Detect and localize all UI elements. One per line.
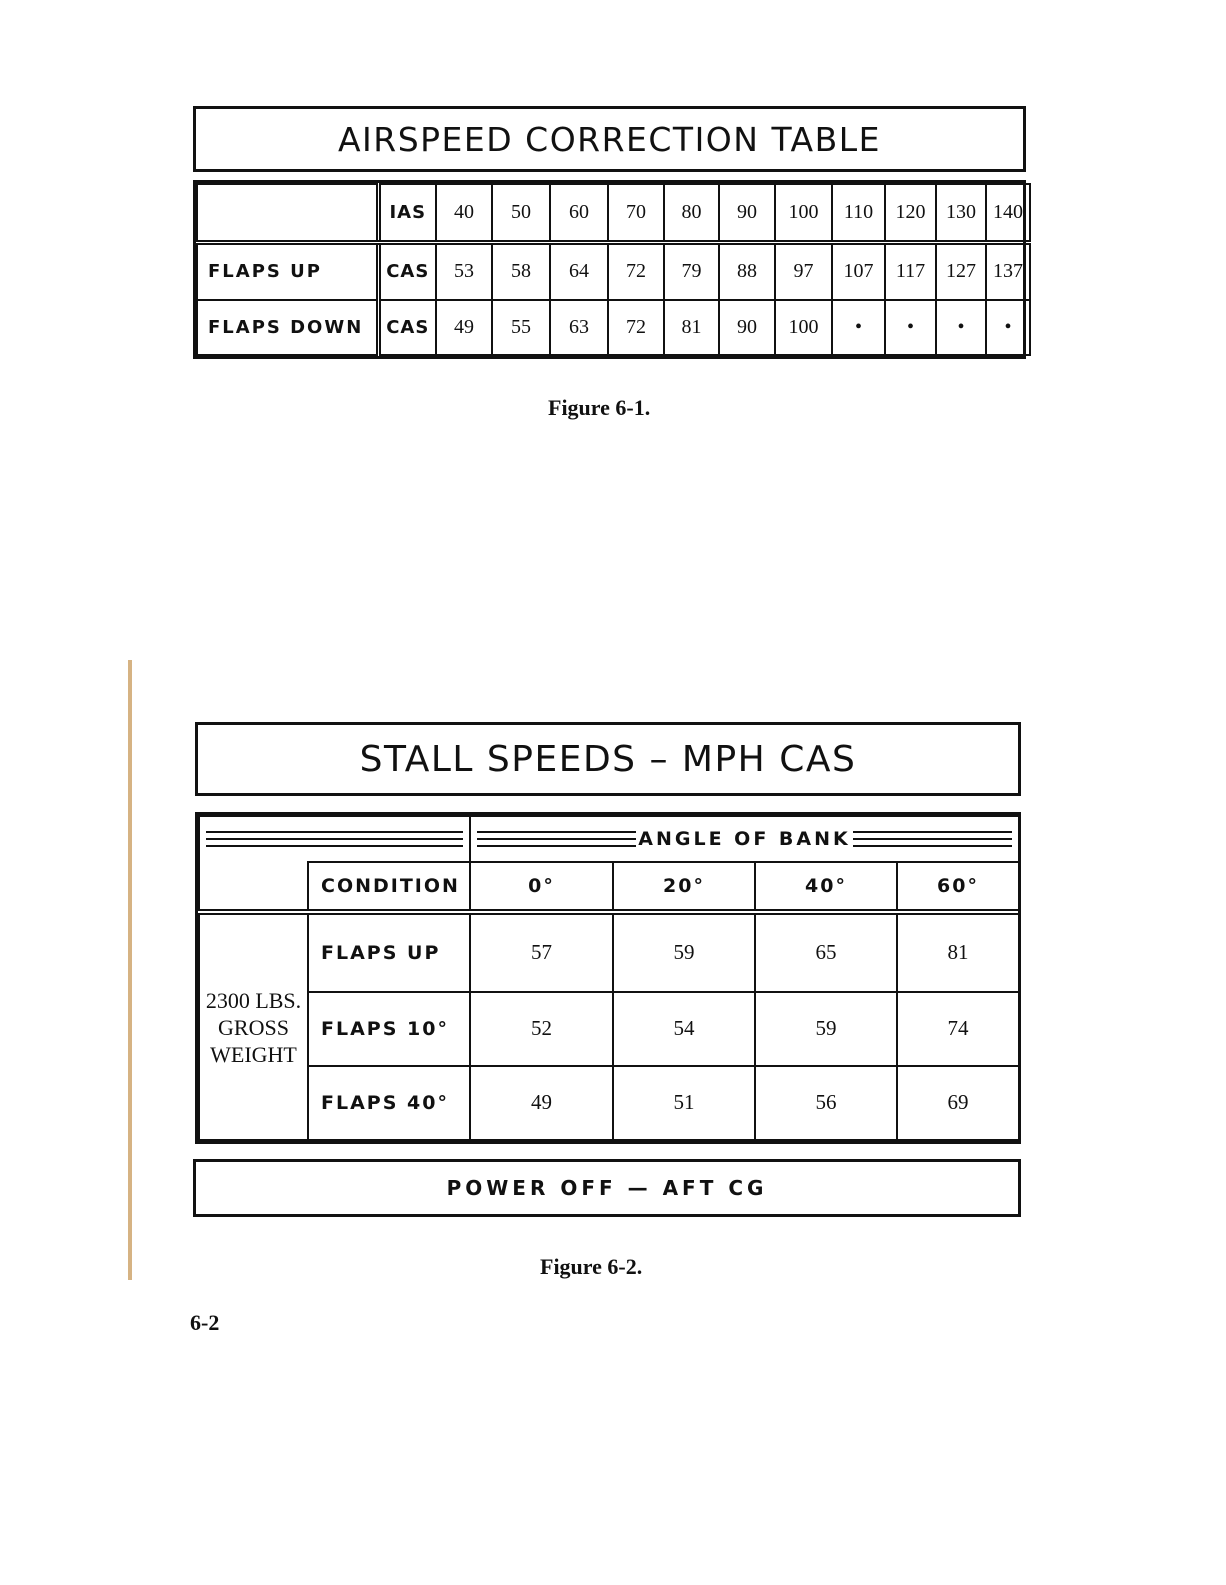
- row-label: FLAPS DOWN: [197, 300, 378, 355]
- cas-value: •: [885, 300, 936, 355]
- cas-value: 64: [550, 242, 608, 300]
- figure-caption: Figure 6-1.: [548, 395, 651, 420]
- cas-value: 88: [719, 242, 775, 300]
- cas-value: 97: [775, 242, 832, 300]
- ias-value: 70: [608, 184, 664, 242]
- stall-speeds-title: STALL SPEEDS – MPH CAS: [195, 722, 1021, 796]
- cas-value: 72: [608, 300, 664, 355]
- row-label: FLAPS UP: [197, 242, 378, 300]
- airspeed-header-row: [197, 184, 1030, 242]
- condition-label: FLAPS UP: [308, 912, 470, 992]
- decorative-rules: [477, 831, 636, 847]
- cas-value: 107: [832, 242, 885, 300]
- angle-of-bank-label: ANGLE OF BANK: [638, 828, 851, 850]
- cas-value: 72: [608, 242, 664, 300]
- airspeed-row-flaps-up: [197, 242, 1030, 300]
- angle-header: 20°: [613, 862, 755, 912]
- ias-value: 60: [550, 184, 608, 242]
- angle-of-bank-cell: [470, 816, 1019, 862]
- airspeed-row-flaps-down: [197, 300, 1030, 355]
- cas-value: 90: [719, 300, 775, 355]
- cas-label: CAS: [378, 242, 436, 300]
- ias-value: 50: [492, 184, 550, 242]
- stall-speed-value: 56: [755, 1066, 897, 1140]
- stall-speed-value: 54: [613, 992, 755, 1066]
- gross-weight-label: 2300 LBS. GROSS WEIGHT: [199, 912, 308, 1140]
- cas-value: 53: [436, 242, 492, 300]
- cas-value: •: [832, 300, 885, 355]
- ias-value: 80: [664, 184, 719, 242]
- airspeed-table-title: AIRSPEED CORRECTION TABLE: [193, 106, 1026, 172]
- stall-speed-value: 74: [897, 992, 1019, 1066]
- angle-header: 40°: [755, 862, 897, 912]
- stall-speeds-table: [195, 812, 1021, 1144]
- page-number: 6-2: [190, 1310, 220, 1335]
- stall-speed-value: 59: [613, 912, 755, 992]
- stall-column-header-row: [199, 862, 1019, 912]
- condition-header: CONDITION: [308, 862, 470, 912]
- decorative-rules: [853, 831, 1012, 847]
- stall-speed-value: 81: [897, 912, 1019, 992]
- cas-value: 49: [436, 300, 492, 355]
- cas-value: 55: [492, 300, 550, 355]
- ias-label: IAS: [378, 184, 436, 242]
- header-rule-cell: [199, 816, 470, 862]
- cas-label: CAS: [378, 300, 436, 355]
- stall-conditions-footer: POWER OFF — AFT CG: [193, 1159, 1021, 1217]
- stall-speed-value: 57: [470, 912, 613, 992]
- figure-caption: Figure 6-2.: [540, 1254, 643, 1279]
- cas-value: •: [936, 300, 986, 355]
- stall-row-flaps-10: [199, 992, 1019, 1066]
- stall-corner-cell: [199, 862, 308, 912]
- cas-value: 100: [775, 300, 832, 355]
- stall-speed-value: 49: [470, 1066, 613, 1140]
- stall-angle-header-row: [199, 816, 1019, 862]
- angle-header: 0°: [470, 862, 613, 912]
- condition-label: FLAPS 10°: [308, 992, 470, 1066]
- cas-value: 63: [550, 300, 608, 355]
- stall-speed-value: 69: [897, 1066, 1019, 1140]
- cas-value: 58: [492, 242, 550, 300]
- cas-value: 117: [885, 242, 936, 300]
- ias-value: 40: [436, 184, 492, 242]
- ias-value: 120: [885, 184, 936, 242]
- angle-header: 60°: [897, 862, 1019, 912]
- airspeed-corner-cell: [197, 184, 378, 242]
- airspeed-correction-table: [193, 180, 1026, 359]
- ias-value: 110: [832, 184, 885, 242]
- ias-value: 140: [986, 184, 1030, 242]
- stall-row-flaps-up: [199, 912, 1019, 992]
- ias-value: 130: [936, 184, 986, 242]
- condition-label: FLAPS 40°: [308, 1066, 470, 1140]
- stall-speed-value: 51: [613, 1066, 755, 1140]
- cas-value: 81: [664, 300, 719, 355]
- cas-value: 127: [936, 242, 986, 300]
- stall-speed-value: 52: [470, 992, 613, 1066]
- ias-value: 100: [775, 184, 832, 242]
- cas-value: 79: [664, 242, 719, 300]
- decorative-rules: [206, 831, 463, 847]
- stall-speed-value: 65: [755, 912, 897, 992]
- ias-value: 90: [719, 184, 775, 242]
- stall-row-flaps-40: [199, 1066, 1019, 1140]
- page-edge-shadow: [128, 660, 132, 1280]
- cas-value: 137: [986, 242, 1030, 300]
- stall-speed-value: 59: [755, 992, 897, 1066]
- cas-value: •: [986, 300, 1030, 355]
